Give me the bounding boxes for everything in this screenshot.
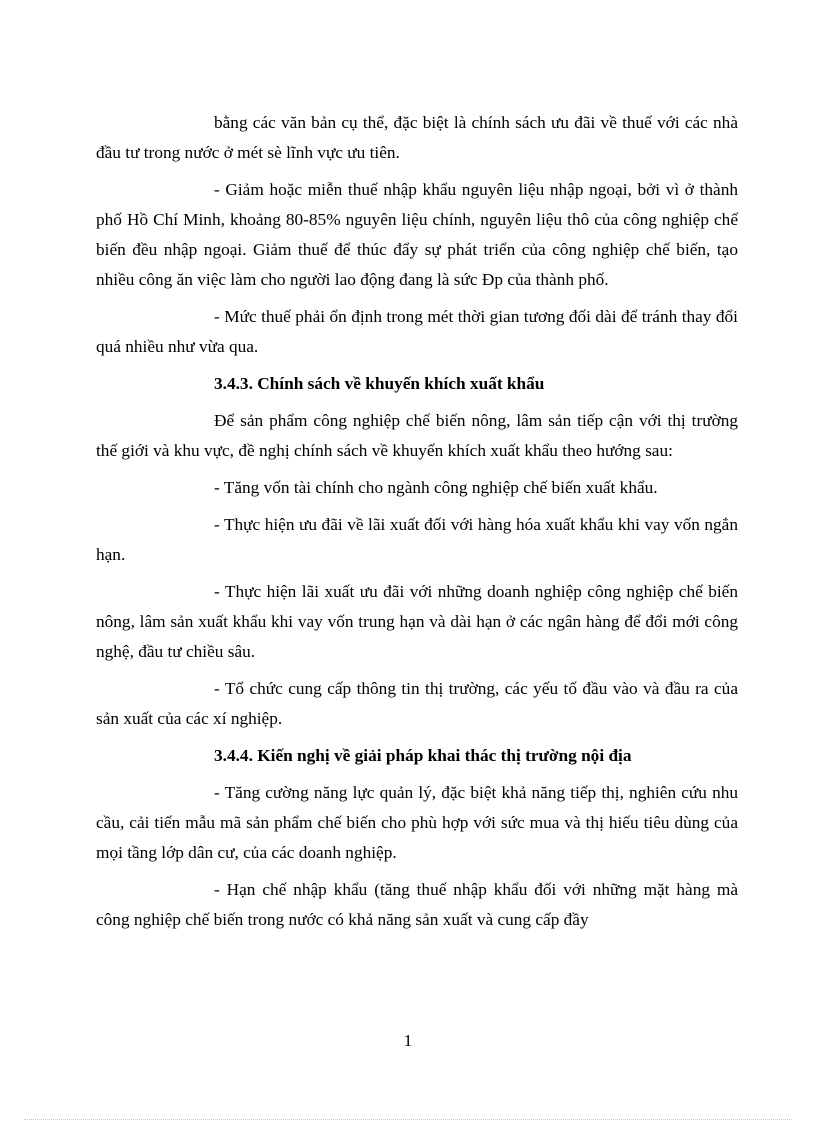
paragraph-import-tax: - Giảm hoặc miễn thuế nhập khẩu nguyên liệu nhập ngoại, bởi vì ở thành phố Hồ Chí Minh, khoảng 80-85% nguyên liệu chính, nguyên liệu thô của công nghiệp chế biến đều nhập ngoại. Giảm thuế để thúc đẩy sự phát triển của công nghiệp chế biến, tạo nhiều công ăn việc làm cho người lao động đang là sức Đp của thành phố. — [96, 180, 738, 289]
paragraph-long-term-loans: - Thực hiện lãi xuất ưu đãi với những doanh nghiệp công nghiệp chế biến nông, lâm sản xuất khẩu khi vay vốn trung hạn và dài hạn ở các ngân hàng để đổi mới công nghệ, đầu tư chiều sâu. — [96, 582, 738, 661]
paragraph-export-intro: Để sản phẩm công nghiệp chế biến nông, lâm sản tiếp cận với thị trường thế giới và khu vực, đề nghị chính sách về khuyến khích xuất khẩu theo hướng sau: — [96, 411, 738, 460]
paragraph-capital: - Tăng vốn tài chính cho ngành công nghiệp chế biến xuất khẩu. — [214, 478, 658, 497]
section-heading-3-4-3: 3.4.3. Chính sách về khuyến khích xuất khẩu — [214, 374, 545, 393]
paragraph-management: - Tăng cường năng lực quản lý, đặc biệt khả năng tiếp thị, nghiên cứu nhu cầu, cải tiến mẫu mã sản phẩm chế biến cho phù hợp với sức mua và thị hiếu tiêu dùng của mọi tầng lớp dân cư, của các doanh nghiệp. — [96, 783, 738, 862]
page-bottom-divider — [24, 1119, 792, 1120]
paragraph-market-info: - Tổ chức cung cấp thông tin thị trường, các yếu tố đầu vào và đầu ra của sản xuất của các xí nghiệp. — [96, 679, 738, 728]
section-heading-3-4-4: 3.4.4. Kiến nghị về giải pháp khai thác thị trường nội địa — [214, 746, 632, 765]
paragraph-tax-stability: - Mức thuế phải ổn định trong mét thời gian tương đối dài để tránh thay đổi quá nhiều như vừa qua. — [96, 307, 738, 356]
paragraph-import-limits: - Hạn chế nhập khẩu (tăng thuế nhập khẩu đối với những mặt hàng mà công nghiệp chế biến trong nước có khả năng sản xuất và cung cấp đầy — [96, 880, 738, 929]
document-body — [96, 108, 738, 942]
paragraph-short-term-loans: - Thực hiện ưu đãi về lãi xuất đối với hàng hóa xuất khẩu khi vay vốn ngắn hạn. — [96, 515, 738, 564]
paragraph-continuation: bằng các văn bản cụ thể, đặc biệt là chính sách ưu đãi về thuế với các nhà đầu tư trong nước ở mét sè lĩnh vực ưu tiên. — [96, 113, 738, 162]
page-number: 1 — [403, 1031, 413, 1050]
